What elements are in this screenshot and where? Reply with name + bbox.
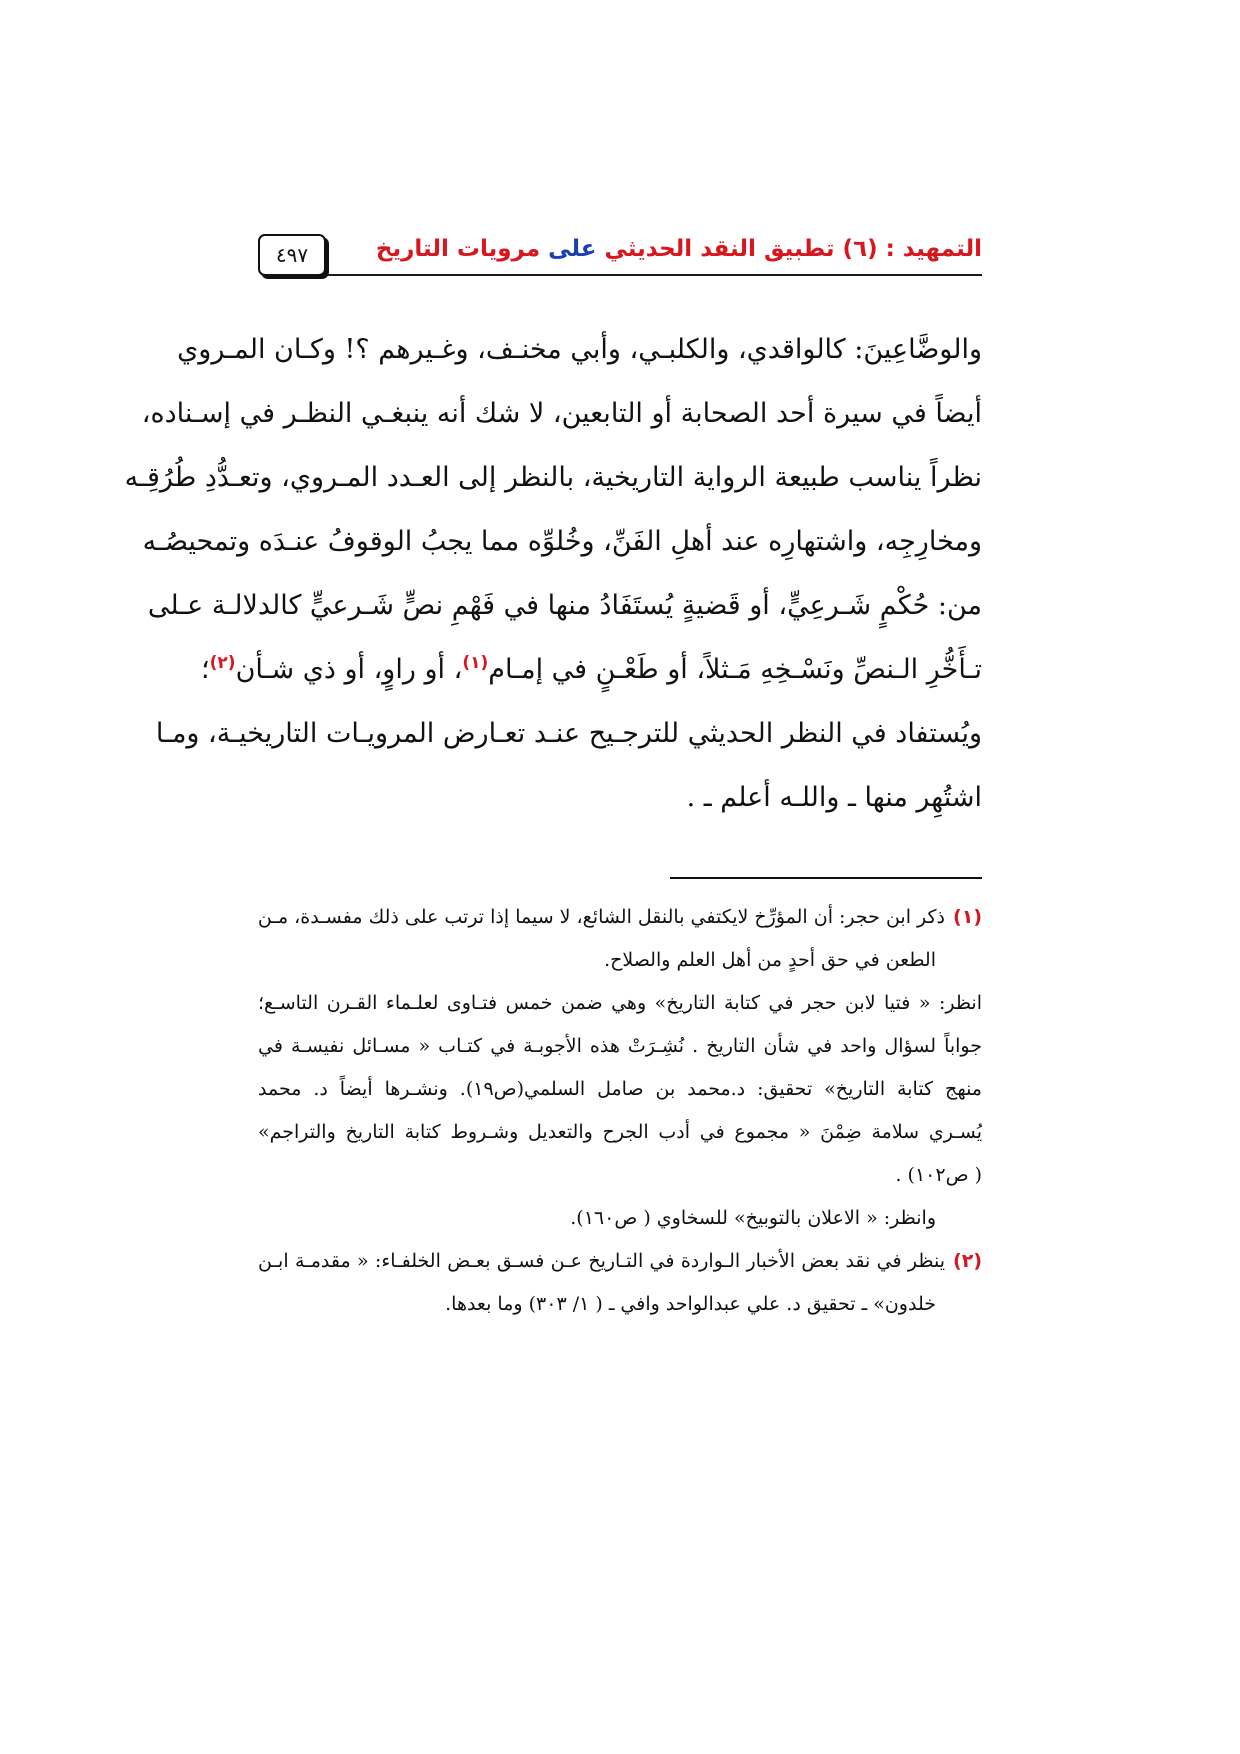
footnote-1-line-8: وانظر: « الاعلان بالتوبيخ» للسخاوي ( ص١٦٠). [570,1207,936,1229]
body-line-6-part-b: ، أو راوٍ، أو ذي شـأن [235,654,463,685]
footnote-1-line-1 [258,896,982,939]
header-title [376,236,982,262]
footnote-1-text-1: ذكر ابن حجر: أن المؤرِّخ لايكتفي بالنقل الشائع، لا سيما إذا ترتب على ذلك مفسـدة، مـن [257,906,946,928]
footnote-2 [258,1240,982,1326]
body-line-4: ومخارِجِه، واشتهارِه عند أهلِ الفَنِّ، وخُلوِّه مما يجبُ الوقوفُ عنـدَه وتمحيصُـه [142,526,982,557]
header-title-part2: على [548,236,597,262]
footnote-1 [258,896,982,1240]
footnote-1-line-7: ( ص١٠٢) . [895,1164,982,1186]
footnote-ref-1[interactable]: (١) [462,653,489,673]
running-header [258,236,982,276]
footnote-2-line-2: خلدون» ـ تحقيق د. علي عبدالواحد وافي ـ ( ١/ ٣٠٣) وما بعدها. [445,1293,936,1315]
page-number: ٤٩٧ [258,234,326,276]
footnote-separator [670,877,982,879]
header-title-part3: مرويات التاريخ [375,236,549,262]
body-line-5: من: حُكْمٍ شَـرعِيٍّ، أو قَضيةٍ يُستَفَادُ منها في فَهْمِ نصٍّ شَـرعيٍّ كالدلالـة عـلى [147,590,982,621]
footnotes [258,896,982,1326]
footnote-ref-2[interactable]: (٢) [209,653,236,673]
main-text [124,318,982,830]
footnote-2-marker: (٢) [953,1250,982,1272]
footnote-1-marker: (١) [953,906,982,928]
header-title-part1: تطبيق النقد الحديثي [596,236,843,262]
body-line-6-part-a: تـأَخُّرِ الـنصِّ ونَسْـخِهِ مَـثلاً، أو طَعْـنٍ في إمـام [488,654,982,685]
footnote-1-line-2: الطعن في حق أحدٍ من أهل العلم والصلاح. [604,949,936,971]
header-section-number: (٦) [842,236,878,262]
footnote-1-line-4: جواباً لسؤال واحد في شأن التاريخ . نُشِـرَتْ هذه الأجوبـة في كتـاب « مسـائل نفيسـة في [258,1035,982,1057]
footnote-2-line-1 [258,1240,982,1283]
body-line-7: ويُستفاد في النظر الحديثي للترجـيح عنـد تعـارض المرويـات التاريخيـة، ومـا [155,718,982,749]
body-line-6-part-c: ؛ [201,654,210,685]
footnote-1-line-5: منهج كتابة التاريخ» تحقيق: د.محمد بن صامل السلمي(ص١٩). ونشـرها أيضاً د. محمد [258,1078,982,1100]
body-line-6 [201,638,982,702]
footnote-2-text-1: ينظر في نقد بعض الأخبار الـواردة في التـاريخ عـن فسـق بعـض الخلفـاء: « مقدمـة ابـن [258,1250,946,1272]
footnote-1-line-6: يُسـري سلامة ضِمْنَ « مجموع في أدب الجرح والتعديل وشـروط كتابة التاريخ والتراجم» [258,1121,982,1143]
body-line-3: نظراً يناسب طبيعة الرواية التاريخية، بالنظر إلى العـدد المـروي، وتعـدُّدِ طُرُقِـه [124,462,982,493]
header-rule [312,274,982,276]
footnote-1-line-3: انظر: « فتيا لابن حجر في كتابة التاريخ» وهي ضمن خمس فتـاوى لعلـماء القـرن التاسـع؛ [258,992,982,1014]
body-line-8: اشتُهِر منها ـ واللـه أعلم ـ . [686,782,982,813]
body-line-1: والوضَّاعِينَ: كالواقدي، والكلبـي، وأبي مخنـف، وغـيرهم ؟! وكـان المـروي [177,334,982,365]
header-prefix: التمهيد : [877,236,982,262]
body-line-2: أيضاً في سيرة أحد الصحابة أو التابعين، لا شك أنه ينبغـي النظـر في إسـناده، [141,398,982,429]
